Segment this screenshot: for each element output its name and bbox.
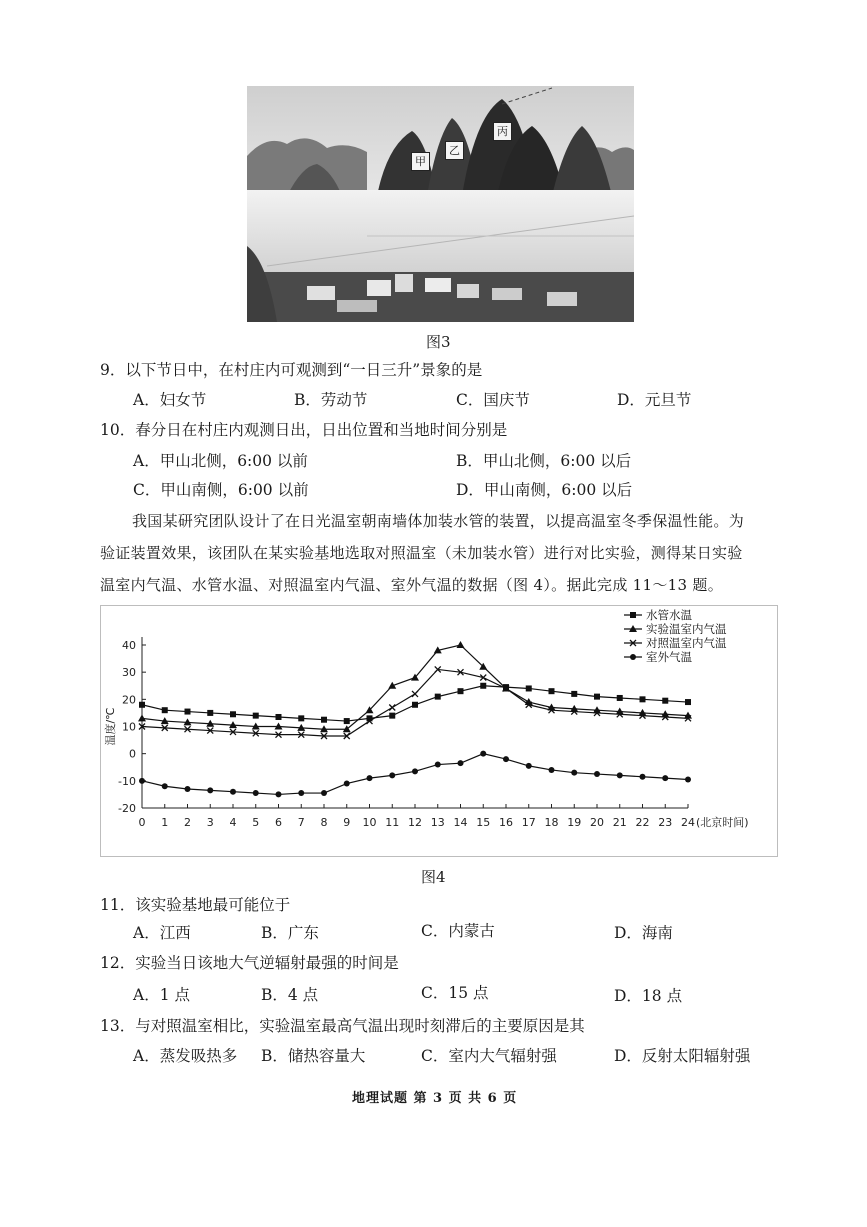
series-line-1 <box>142 645 688 729</box>
data-point-s0 <box>549 688 555 694</box>
chart-svg <box>100 605 778 857</box>
data-point-s3 <box>571 770 577 776</box>
data-point-s0 <box>253 713 259 719</box>
x-tick-label: 1 <box>161 816 169 829</box>
x-tick-label: 12 <box>408 816 422 829</box>
x-tick-label: 22 <box>635 816 650 829</box>
data-point-s2 <box>412 691 418 697</box>
data-point-s0 <box>435 694 441 700</box>
data-point-s0 <box>207 710 213 716</box>
data-point-s3 <box>458 760 464 766</box>
legend-marker-3 <box>630 654 636 660</box>
x-tick-label: 23 <box>658 816 673 829</box>
q11-option-c: C．内蒙古 <box>421 922 495 940</box>
data-point-s0 <box>662 698 668 704</box>
data-point-s0 <box>139 702 145 708</box>
data-point-s3 <box>321 790 327 796</box>
data-point-s3 <box>503 756 509 762</box>
data-point-s0 <box>321 717 327 723</box>
q13-stem: 13．与对照温室相比，实验温室最高气温出现时刻滞后的主要原因是其 <box>100 1017 585 1035</box>
legend-label-0: 水管水温 <box>646 608 692 622</box>
data-point-s3 <box>185 786 191 792</box>
y-tick-label: 40 <box>122 639 136 652</box>
x-tick-label: 14 <box>453 816 468 829</box>
q9-option-d: D．元旦节 <box>617 391 692 409</box>
q10-stem: 10．春分日在村庄内观测日出，日出位置和当地时间分别是 <box>100 421 508 439</box>
data-point-s3 <box>207 787 213 793</box>
page-footer: 地理试题 第 3 页 共 6 页 <box>352 1091 518 1106</box>
x-tick-label: 0 <box>138 816 146 829</box>
y-tick-label: 20 <box>122 693 136 707</box>
q10-option-c: C．甲山南侧，6:00 以前 <box>133 481 309 499</box>
data-point-s1 <box>138 714 146 721</box>
q13-option-c: C．室内大气辐射强 <box>421 1047 557 1065</box>
data-point-s3 <box>617 772 623 778</box>
legend-label-2: 对照温室内气温 <box>646 636 727 650</box>
x-tick-label: 7 <box>297 816 305 829</box>
q11-stem: 11．该实验基地最可能位于 <box>100 896 291 914</box>
q13-option-a: A．蒸发吸热多 <box>133 1047 238 1065</box>
data-point-s3 <box>367 775 373 781</box>
data-point-s3 <box>139 778 145 784</box>
data-point-s0 <box>526 685 532 691</box>
temperature-chart <box>100 605 778 857</box>
data-point-s3 <box>162 783 168 789</box>
data-point-s3 <box>298 790 304 796</box>
q11-option-b: B．广东 <box>261 924 319 942</box>
x-tick-label: 16 <box>499 816 513 829</box>
data-point-s1 <box>457 641 465 648</box>
x-tick-label: 3 <box>206 816 214 829</box>
y-axis-label: 温度/℃ <box>104 707 117 746</box>
data-point-s0 <box>617 695 623 701</box>
x-axis-label: (北京时间) <box>696 816 749 829</box>
x-tick-label: 10 <box>362 816 377 829</box>
data-point-s0 <box>571 691 577 697</box>
q9-option-b: B．劳动节 <box>294 391 368 409</box>
data-point-s0 <box>594 694 600 700</box>
x-tick-label: 5 <box>252 816 260 829</box>
data-point-s3 <box>435 762 441 768</box>
passage-line-1: 我国某研究团队设计了在日光温室朝南墙体加装水管的装置，以提高温室冬季保温性能。为 <box>132 512 745 530</box>
x-tick-label: 9 <box>343 816 351 829</box>
x-tick-label: 11 <box>385 816 400 829</box>
q10-option-d: D．甲山南侧，6:00 以后 <box>456 481 633 499</box>
x-tick-label: 17 <box>521 816 536 829</box>
q12-stem: 12．实验当日该地大气逆辐射最强的时间是 <box>100 954 399 972</box>
x-tick-label: 4 <box>229 816 237 829</box>
data-point-s3 <box>640 774 646 780</box>
q12-option-b: B．4 点 <box>261 986 319 1004</box>
x-tick-label: 24 <box>681 816 695 829</box>
data-point-s0 <box>344 718 350 724</box>
data-point-s3 <box>412 768 418 774</box>
legend-marker-0 <box>630 612 636 618</box>
x-tick-label: 8 <box>320 816 328 829</box>
landscape-photo <box>247 86 634 322</box>
data-point-s0 <box>162 707 168 713</box>
q12-option-c: C．15 点 <box>421 984 489 1002</box>
q12-option-d: D．18 点 <box>614 987 683 1005</box>
data-point-s0 <box>412 702 418 708</box>
x-tick-label: 20 <box>590 816 604 829</box>
legend-label-3: 室外气温 <box>646 650 692 664</box>
data-point-s3 <box>389 772 395 778</box>
passage-line-3: 温室内气温、水管水温、对照温室内气温、室外气温的数据（图 4）。据此完成 11～13 题。 <box>100 576 724 594</box>
figure3-caption: 图3 <box>426 333 451 351</box>
data-point-s3 <box>662 775 668 781</box>
q11-option-a: A．江西 <box>133 924 191 942</box>
data-point-s0 <box>230 711 236 717</box>
x-tick-label: 21 <box>612 816 627 829</box>
data-point-s3 <box>549 767 555 773</box>
q9-option-a: A．妇女节 <box>133 391 207 409</box>
q9-option-c: C．国庆节 <box>456 391 530 409</box>
data-point-s0 <box>685 699 691 705</box>
data-point-s3 <box>344 781 350 787</box>
data-point-s3 <box>594 771 600 777</box>
data-point-s2 <box>389 704 395 710</box>
q10-option-a: A．甲山北侧，6:00 以前 <box>133 452 308 470</box>
y-tick-label: -20 <box>118 802 136 815</box>
data-point-s0 <box>185 709 191 715</box>
q10-option-b: B．甲山北侧，6:00 以后 <box>456 452 632 470</box>
data-point-s3 <box>480 751 486 757</box>
q12-option-a: A．1 点 <box>133 986 190 1004</box>
x-tick-label: 6 <box>275 816 282 829</box>
peak-label-yi: 乙 <box>445 141 464 160</box>
q11-option-d: D．海南 <box>614 924 673 942</box>
q9-stem: 9．以下节日中，在村庄内可观测到“一日三升”景象的是 <box>100 361 483 379</box>
x-tick-label: 15 <box>476 816 491 829</box>
y-tick-label: 10 <box>122 720 136 734</box>
data-point-s0 <box>458 688 464 694</box>
data-point-s3 <box>526 763 532 769</box>
peak-label-jia: 甲 <box>411 152 430 171</box>
data-point-s3 <box>253 790 259 796</box>
data-point-s0 <box>298 715 304 721</box>
y-tick-label: -10 <box>118 774 136 788</box>
data-point-s3 <box>685 776 691 782</box>
x-tick-label: 13 <box>430 816 445 829</box>
passage-line-2: 验证装置效果，该团队在某实验基地选取对照温室（未加装水管）进行对比实验，测得某日实验 <box>100 544 743 562</box>
data-point-s0 <box>640 696 646 702</box>
data-point-s3 <box>276 791 282 797</box>
x-tick-label: 2 <box>184 816 191 829</box>
peak-label-bing: 丙 <box>493 122 512 141</box>
x-tick-label: 19 <box>567 816 582 829</box>
data-point-s0 <box>276 714 282 720</box>
figure4-caption: 图4 <box>421 868 446 886</box>
legend-label-1: 实验温室内气温 <box>646 622 727 636</box>
data-point-s0 <box>480 683 486 689</box>
data-point-s0 <box>389 713 395 719</box>
y-tick-label: 30 <box>122 666 136 680</box>
q13-option-d: D．反射太阳辐射强 <box>614 1047 751 1065</box>
data-point-s3 <box>230 789 236 795</box>
q13-option-b: B．储热容量大 <box>261 1047 366 1065</box>
x-tick-label: 18 <box>544 816 559 829</box>
y-tick-label: 0 <box>129 747 136 761</box>
